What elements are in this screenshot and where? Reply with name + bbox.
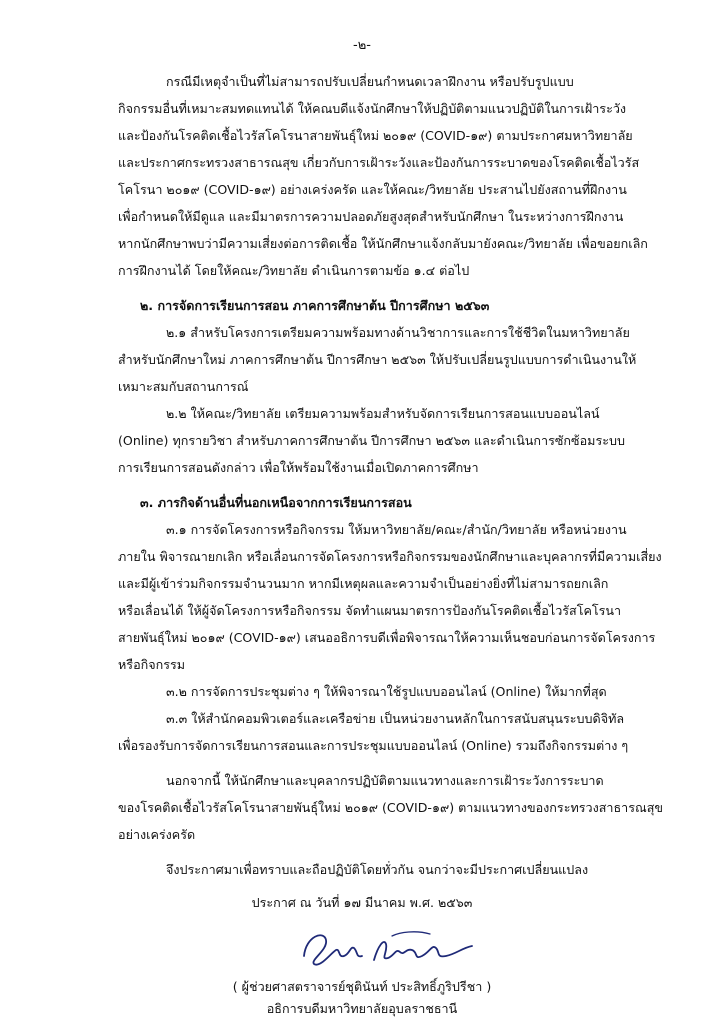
paragraph-line: และป้องกันโรคติดเชื้อไวรัสโคโรนาสายพันธุ์ใหม่ ๒๐๑๙ (COVID-๑๙) ตามประกาศมหาวิทยาลัย [118, 128, 633, 143]
paragraph-line: ๓.๓ ให้สำนักคอมพิวเตอร์และเครือข่าย เป็นหน่วยงานหลักในการสนับสนุนระบบดิจิทัล [166, 711, 625, 726]
paragraph-line: เหมาะสมกับสถานการณ์ [118, 379, 249, 394]
paragraph-line: เพื่อกำหนดให้มีดูแล และมีมาตรการความปลอดภัยสูงสุดสำหรับนักศึกษา ในระหว่างการฝึกงาน [118, 209, 624, 224]
paragraph-line: สายพันธุ์ใหม่ ๒๐๑๙ (COVID-๑๙) เสนออธิการบดีเพื่อพิจารณาให้ความเห็นชอบก่อนการจัดโครงการ [118, 630, 656, 645]
paragraph-line: ภายใน พิจารณายกเลิก หรือเลื่อนการจัดโครงการหรือกิจกรรมของนักศึกษาและบุคลากรที่มีความเสี่ยง [118, 549, 662, 564]
paragraph-line: การเรียนการสอนดังกล่าว เพื่อให้พร้อมใช้งานเมื่อเปิดภาคการศึกษา [118, 460, 479, 475]
section-heading: ๓. ภารกิจด้านอื่นที่นอกเหนือจากการเรียนการสอน [140, 495, 412, 510]
paragraph-line: หรือเลื่อนได้ ให้ผู้จัดโครงการหรือกิจกรรม จัดทำแผนมาตรการป้องกันโรคติดเชื้อไวรัสโคโรนา [118, 603, 622, 618]
section-heading: ๒. การจัดการเรียนการสอน ภาคการศึกษาต้น ปีการศึกษา ๒๕๖๓ [140, 298, 490, 313]
paragraph-line: ๓.๑ การจัดโครงการหรือกิจกรรม ให้มหาวิทยาลัย/คณะ/สำนัก/วิทยาลัย หรือหน่วยงาน [166, 522, 627, 537]
paragraph-line: หากนักศึกษาพบว่ามีความเสี่ยงต่อการติดเชื้อ ให้นักศึกษาแจ้งกลับมายังคณะ/วิทยาลัย เพื่อขอยกเลิก [118, 236, 648, 251]
page-number: -๒- [353, 38, 371, 53]
paragraph-line: กรณีมีเหตุจำเป็นที่ไม่สามารถปรับเปลี่ยนกำหนดเวลาฝึกงาน หรือปรับรูปแบบ [166, 74, 574, 89]
paragraph-line: นอกจากนี้ ให้นักศึกษาและบุคลากรปฏิบัติตามแนวทางและการเฝ้าระวังการระบาด [166, 773, 604, 788]
announcement-line: จึงประกาศมาเพื่อทราบและถือปฏิบัติโดยทั่วกัน จนกว่าจะมีประกาศเปลี่ยนแปลง [166, 862, 589, 877]
paragraph-line: สำหรับนักศึกษาใหม่ ภาคการศึกษาต้น ปีการศึกษา ๒๕๖๓ ให้ปรับเปลี่ยนรูปแบบการดำเนินงานให้ [118, 352, 637, 367]
paragraph-line: ๓.๒ การจัดการประชุมต่าง ๆ ให้พิจารณาใช้รูปแบบออนไลน์ (Online) ให้มากที่สุด [166, 684, 607, 699]
paragraph-line: โคโรนา ๒๐๑๙ (COVID-๑๙) อย่างเคร่งครัด และให้คณะ/วิทยาลัย ประสานไปยังสถานที่ฝึกงาน [118, 182, 627, 197]
paragraph-line: (Online) ทุกรายวิชา สำหรับภาคการศึกษาต้น ปีการศึกษา ๒๕๖๓ และดำเนินการซักซ้อมระบบ [118, 433, 625, 448]
paragraph-line: กิจกรรมอื่นที่เหมาะสมทดแทนได้ ให้คณบดีแจ้งนักศึกษาให้ปฏิบัติตามแนวปฏิบัติในการเฝ้าระวัง [118, 101, 627, 116]
signer-title: อธิการบดีมหาวิทยาลัยอุบลราชธานี [266, 1001, 458, 1016]
paragraph-line: เพื่อรองรับการจัดการเรียนการสอนและการประชุมแบบออนไลน์ (Online) รวมถึงกิจกรรมต่าง ๆ [118, 738, 629, 753]
paragraph-line: และมีผู้เข้าร่วมกิจกรรมจำนวนมาก หากมีเหตุผลและความจำเป็นอย่างยิ่งที่ไม่สามารถยกเลิก [118, 576, 609, 591]
paragraph-line: การฝึกงานได้ โดยให้คณะ/วิทยาลัย ดำเนินการตามข้อ ๑.๔ ต่อไป [118, 263, 470, 278]
signer-name: ( ผู้ช่วยศาสตราจารย์ชุตินันท์ ประสิทธิ์ภูริปรีชา ) [232, 979, 492, 994]
signature-image [296, 926, 486, 972]
announcement-date: ประกาศ ณ วันที่ ๑๗ มีนาคม พ.ศ. ๒๕๖๓ [251, 895, 473, 910]
paragraph-line: ของโรคติดเชื้อไวรัสโคโรนาสายพันธุ์ใหม่ ๒๐๑๙ (COVID-๑๙) ตามแนวทางของกระทรวงสาธารณสุข [118, 800, 663, 815]
paragraph-line: อย่างเคร่งครัด [118, 827, 196, 842]
paragraph-line: หรือกิจกรรม [118, 657, 186, 672]
paragraph-line: และประกาศกระทรวงสาธารณสุข เกี่ยวกับการเฝ้าระวังและป้องกันการระบาดของโรคติดเชื้อไวรัส [118, 155, 640, 170]
paragraph-line: ๒.๑ สำหรับโครงการเตรียมความพร้อมทางด้านวิชาการและการใช้ชีวิตในมหาวิทยาลัย [166, 325, 630, 340]
paragraph-line: ๒.๒ ให้คณะ/วิทยาลัย เตรียมความพร้อมสำหรับจัดการเรียนการสอนแบบออนไลน์ [166, 406, 600, 421]
